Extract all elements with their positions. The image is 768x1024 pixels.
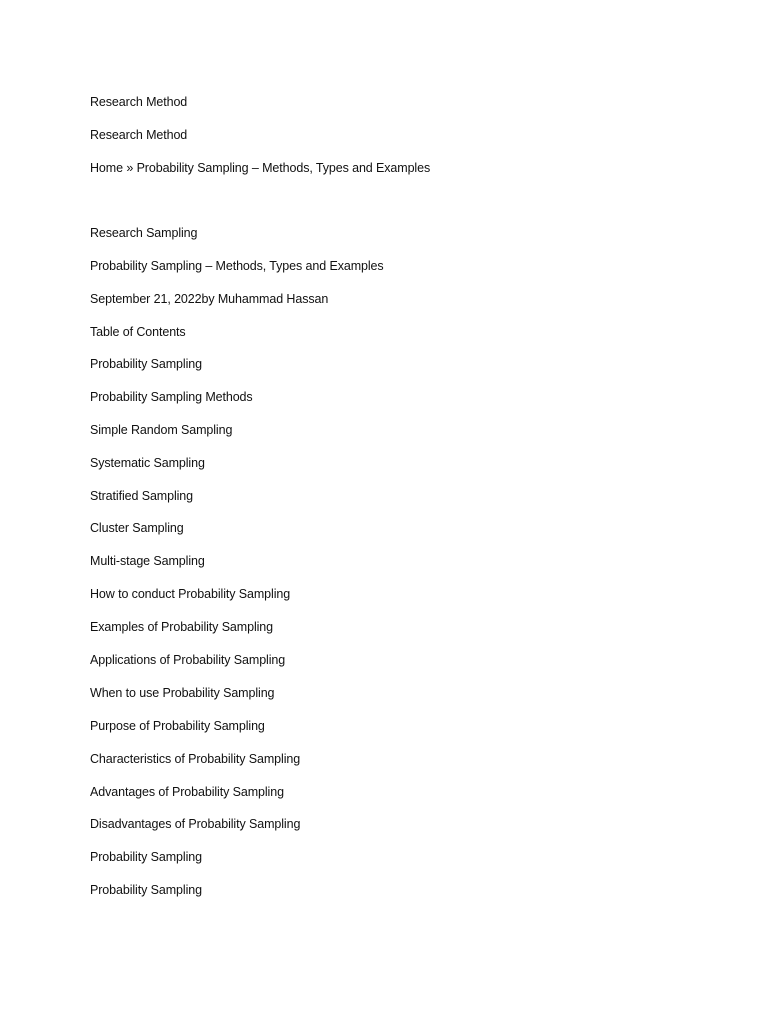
table-of-contents [90, 356, 300, 915]
toc-item[interactable]: Characteristics of Probability Sampling [90, 751, 301, 766]
toc-item[interactable]: How to conduct Probability Sampling [90, 587, 291, 602]
toc-item[interactable]: Multi-stage Sampling [90, 554, 205, 569]
toc-item[interactable]: Cluster Sampling [90, 521, 184, 536]
toc-item[interactable]: Simple Random Sampling [90, 422, 233, 437]
toc-item[interactable]: Probability Sampling [90, 883, 202, 898]
breadcrumb-current: Probability Sampling – Methods, Types and Examples [136, 161, 431, 175]
breadcrumb-separator: » [126, 161, 134, 175]
toc-item[interactable]: Probability Sampling Methods [90, 389, 253, 404]
article-title: Probability Sampling – Methods, Types and Examples [90, 259, 384, 273]
toc-item[interactable]: Probability Sampling [90, 850, 202, 865]
toc-item[interactable]: Examples of Probability Sampling [90, 620, 274, 635]
toc-item[interactable]: Advantages of Probability Sampling [90, 784, 284, 799]
breadcrumb [90, 160, 430, 176]
toc-item[interactable]: Systematic Sampling [90, 455, 205, 470]
site-title[interactable]: Research Method [90, 95, 188, 109]
toc-item[interactable]: Applications of Probability Sampling [90, 653, 286, 668]
article-category[interactable]: Research Sampling [90, 226, 198, 240]
toc-item[interactable]: When to use Probability Sampling [90, 685, 275, 700]
article-byline[interactable]: by Muhammad Hassan [201, 292, 329, 306]
breadcrumb-home-link[interactable]: Home [90, 161, 123, 175]
article-date: September 21, 2022 [90, 292, 202, 306]
toc-item[interactable]: Purpose of Probability Sampling [90, 718, 265, 733]
toc-item[interactable]: Stratified Sampling [90, 488, 194, 503]
article-meta [90, 291, 328, 307]
toc-item[interactable]: Disadvantages of Probability Sampling [90, 817, 301, 832]
site-subtitle: Research Method [90, 128, 188, 142]
toc-item[interactable]: Probability Sampling [90, 357, 202, 371]
toc-heading: Table of Contents [90, 325, 186, 339]
